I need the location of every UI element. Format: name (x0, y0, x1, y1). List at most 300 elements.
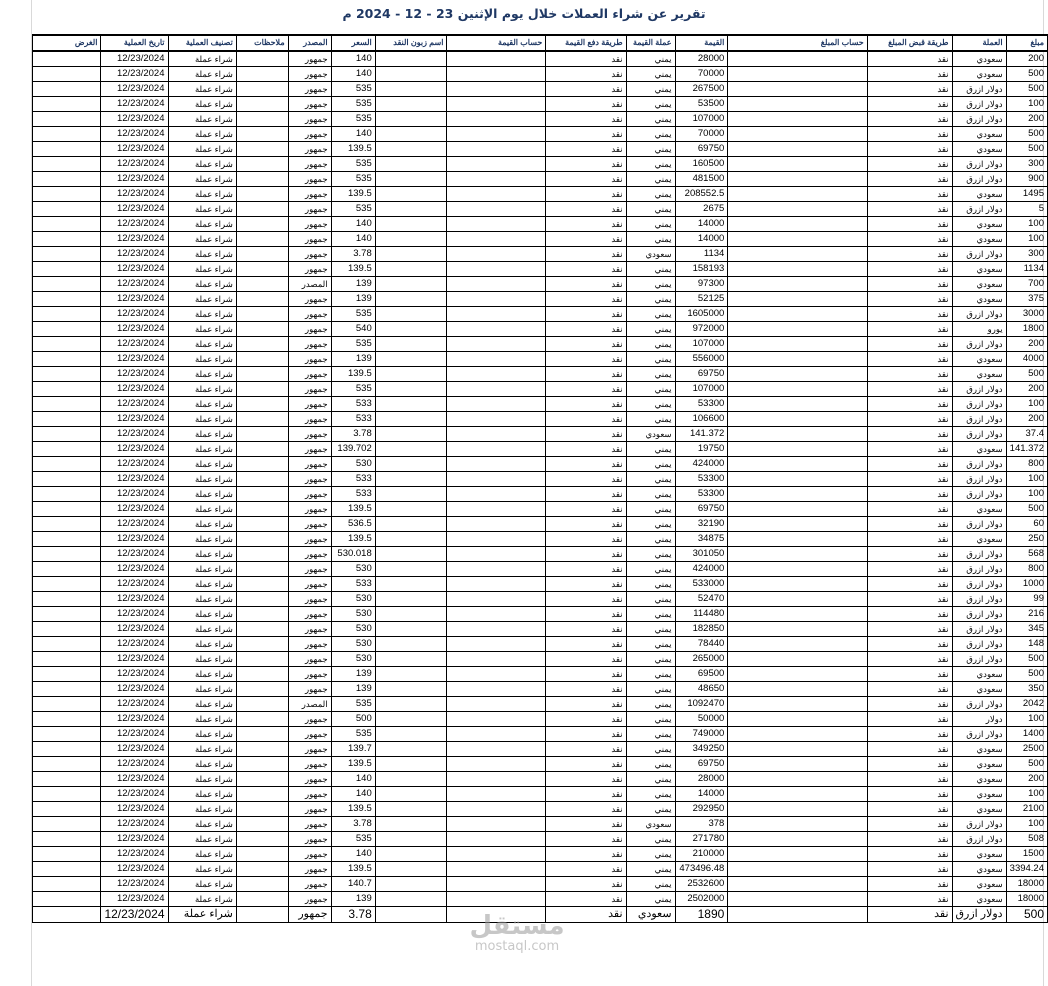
cell-purpose[interactable] (33, 382, 101, 397)
cell-rate[interactable]: 139.5 (331, 142, 375, 157)
cell-customer[interactable] (375, 382, 447, 397)
cell-amount-method[interactable]: نقد (867, 127, 952, 142)
cell-category[interactable]: شراء عملة (168, 757, 236, 772)
cell-customer[interactable] (375, 472, 447, 487)
cell-rate[interactable]: 535 (331, 382, 375, 397)
cell-currency[interactable]: دولار ازرق (952, 562, 1006, 577)
cell-value-payment[interactable]: نقد (546, 337, 626, 352)
cell-amount[interactable]: 100 (1006, 397, 1047, 412)
cell-amount-account[interactable] (728, 67, 867, 82)
cell-purpose[interactable] (33, 172, 101, 187)
cell-amount[interactable]: 1495 (1006, 187, 1047, 202)
cell-amount-method[interactable]: نقد (867, 832, 952, 847)
cell-amount[interactable]: 568 (1006, 547, 1047, 562)
cell-value[interactable]: 52470 (675, 592, 728, 607)
cell-value-payment[interactable]: نقد (546, 127, 626, 142)
cell-value-payment[interactable]: نقد (546, 457, 626, 472)
cell-amount-account[interactable] (728, 172, 867, 187)
cell-rate[interactable]: 140 (331, 51, 375, 67)
cell-value[interactable]: 70000 (675, 127, 728, 142)
cell-customer[interactable] (375, 832, 447, 847)
cell-notes[interactable] (236, 862, 288, 877)
cell-value-currency[interactable]: يمني (626, 157, 675, 172)
cell-customer[interactable] (375, 217, 447, 232)
cell-notes[interactable] (236, 727, 288, 742)
cell-date[interactable]: 12/23/2024 (101, 397, 168, 412)
cell-category[interactable]: شراء عملة (168, 292, 236, 307)
cell-currency[interactable]: سعودي (952, 367, 1006, 382)
cell-rate[interactable]: 533 (331, 397, 375, 412)
cell-value-currency[interactable]: يمني (626, 322, 675, 337)
cell-source[interactable]: جمهور (288, 712, 331, 727)
cell-value-account[interactable] (447, 652, 546, 667)
cell-value-payment[interactable]: نقد (546, 877, 626, 892)
cell-value-account[interactable] (447, 667, 546, 682)
cell-value-payment[interactable]: نقد (546, 562, 626, 577)
cell-category[interactable]: شراء عملة (168, 652, 236, 667)
cell-currency[interactable]: سعودي (952, 277, 1006, 292)
cell-rate[interactable]: 140 (331, 787, 375, 802)
cell-notes[interactable] (236, 457, 288, 472)
header-customer[interactable]: اسم زبون النقد (375, 35, 447, 51)
cell-date[interactable]: 12/23/2024 (101, 307, 168, 322)
cell-amount-account[interactable] (728, 487, 867, 502)
cell-source[interactable]: جمهور (288, 832, 331, 847)
cell-value-currency[interactable]: يمني (626, 82, 675, 97)
cell-notes[interactable] (236, 187, 288, 202)
cell-notes[interactable] (236, 892, 288, 907)
cell-notes[interactable] (236, 847, 288, 862)
cell-value-currency[interactable]: يمني (626, 412, 675, 427)
cell-date[interactable]: 12/23/2024 (101, 367, 168, 382)
cell-currency[interactable]: سعودي (952, 442, 1006, 457)
cell-date[interactable]: 12/23/2024 (101, 382, 168, 397)
cell-rate[interactable]: 139.5 (331, 187, 375, 202)
cell-purpose[interactable] (33, 772, 101, 787)
cell-amount[interactable]: 100 (1006, 787, 1047, 802)
cell-source[interactable]: جمهور (288, 262, 331, 277)
cell-value-account[interactable] (447, 832, 546, 847)
cell-value-account[interactable] (447, 907, 546, 923)
cell-amount-method[interactable]: نقد (867, 682, 952, 697)
cell-value[interactable]: 78440 (675, 637, 728, 652)
cell-date[interactable]: 12/23/2024 (101, 352, 168, 367)
cell-amount-method[interactable]: نقد (867, 457, 952, 472)
cell-value-account[interactable] (447, 277, 546, 292)
cell-amount-account[interactable] (728, 502, 867, 517)
cell-customer[interactable] (375, 652, 447, 667)
header-notes[interactable]: ملاحظات (236, 35, 288, 51)
cell-value-account[interactable] (447, 112, 546, 127)
cell-value-currency[interactable]: يمني (626, 232, 675, 247)
cell-rate[interactable]: 140.7 (331, 877, 375, 892)
cell-date[interactable]: 12/23/2024 (101, 682, 168, 697)
cell-source[interactable]: جمهور (288, 532, 331, 547)
cell-source[interactable]: جمهور (288, 637, 331, 652)
cell-purpose[interactable] (33, 787, 101, 802)
cell-customer[interactable] (375, 427, 447, 442)
cell-value-account[interactable] (447, 82, 546, 97)
cell-currency[interactable]: دولار ازرق (952, 82, 1006, 97)
cell-amount[interactable]: 2042 (1006, 697, 1047, 712)
cell-value-account[interactable] (447, 457, 546, 472)
cell-currency[interactable]: دولار ازرق (952, 517, 1006, 532)
cell-customer[interactable] (375, 592, 447, 607)
cell-customer[interactable] (375, 892, 447, 907)
cell-amount-method[interactable]: نقد (867, 337, 952, 352)
cell-date[interactable]: 12/23/2024 (101, 172, 168, 187)
cell-notes[interactable] (236, 532, 288, 547)
cell-date[interactable]: 12/23/2024 (101, 607, 168, 622)
cell-amount-method[interactable]: نقد (867, 472, 952, 487)
cell-amount-account[interactable] (728, 802, 867, 817)
cell-value-currency[interactable]: يمني (626, 352, 675, 367)
cell-value-account[interactable] (447, 487, 546, 502)
cell-category[interactable]: شراء عملة (168, 202, 236, 217)
cell-rate[interactable]: 139.5 (331, 862, 375, 877)
cell-notes[interactable] (236, 217, 288, 232)
cell-rate[interactable]: 139 (331, 667, 375, 682)
cell-source[interactable]: جمهور (288, 292, 331, 307)
cell-amount-method[interactable]: نقد (867, 757, 952, 772)
cell-currency[interactable]: سعودي (952, 352, 1006, 367)
cell-amount[interactable]: 3000 (1006, 307, 1047, 322)
cell-amount[interactable]: 300 (1006, 247, 1047, 262)
cell-source[interactable]: جمهور (288, 217, 331, 232)
cell-amount-account[interactable] (728, 727, 867, 742)
cell-notes[interactable] (236, 592, 288, 607)
cell-source[interactable]: جمهور (288, 757, 331, 772)
cell-currency[interactable]: سعودي (952, 51, 1006, 67)
cell-category[interactable]: شراء عملة (168, 697, 236, 712)
cell-value-payment[interactable]: نقد (546, 292, 626, 307)
cell-category[interactable]: شراء عملة (168, 892, 236, 907)
cell-amount-account[interactable] (728, 832, 867, 847)
header-category[interactable]: تصنيف العملية (168, 35, 236, 51)
cell-source[interactable]: جمهور (288, 457, 331, 472)
cell-value-account[interactable] (447, 742, 546, 757)
cell-value-currency[interactable]: سعودي (626, 427, 675, 442)
cell-rate[interactable]: 535 (331, 337, 375, 352)
cell-notes[interactable] (236, 112, 288, 127)
cell-rate[interactable]: 540 (331, 322, 375, 337)
cell-purpose[interactable] (33, 622, 101, 637)
cell-value[interactable]: 424000 (675, 562, 728, 577)
cell-source[interactable]: جمهور (288, 232, 331, 247)
cell-category[interactable]: شراء عملة (168, 427, 236, 442)
cell-value[interactable]: 69750 (675, 367, 728, 382)
cell-value-currency[interactable]: يمني (626, 292, 675, 307)
cell-purpose[interactable] (33, 262, 101, 277)
cell-value-payment[interactable]: نقد (546, 412, 626, 427)
cell-amount[interactable]: 800 (1006, 457, 1047, 472)
cell-notes[interactable] (236, 97, 288, 112)
cell-value[interactable]: 2675 (675, 202, 728, 217)
cell-rate[interactable]: 535 (331, 97, 375, 112)
cell-value[interactable]: 271780 (675, 832, 728, 847)
cell-value-currency[interactable]: يمني (626, 787, 675, 802)
cell-date[interactable]: 12/23/2024 (101, 712, 168, 727)
cell-purpose[interactable] (33, 412, 101, 427)
cell-value-payment[interactable]: نقد (546, 622, 626, 637)
cell-value-currency[interactable]: يمني (626, 502, 675, 517)
cell-currency[interactable]: سعودي (952, 847, 1006, 862)
header-value-account[interactable]: حساب القيمة (447, 35, 546, 51)
cell-value-account[interactable] (447, 577, 546, 592)
cell-source[interactable]: جمهور (288, 577, 331, 592)
cell-amount-method[interactable]: نقد (867, 397, 952, 412)
cell-value-account[interactable] (447, 862, 546, 877)
cell-source[interactable]: جمهور (288, 51, 331, 67)
cell-value-account[interactable] (447, 472, 546, 487)
cell-customer[interactable] (375, 142, 447, 157)
cell-amount[interactable]: 500 (1006, 667, 1047, 682)
cell-currency[interactable]: دولار ازرق (952, 637, 1006, 652)
cell-value-currency[interactable]: يمني (626, 97, 675, 112)
cell-rate[interactable]: 140 (331, 847, 375, 862)
cell-date[interactable]: 12/23/2024 (101, 487, 168, 502)
cell-value[interactable]: 28000 (675, 51, 728, 67)
cell-value[interactable]: 107000 (675, 382, 728, 397)
cell-customer[interactable] (375, 757, 447, 772)
cell-rate[interactable]: 530 (331, 652, 375, 667)
cell-rate[interactable]: 530 (331, 562, 375, 577)
cell-amount-method[interactable]: نقد (867, 862, 952, 877)
cell-notes[interactable] (236, 817, 288, 832)
cell-amount-account[interactable] (728, 307, 867, 322)
cell-amount-account[interactable] (728, 877, 867, 892)
cell-rate[interactable]: 139 (331, 277, 375, 292)
cell-value-account[interactable] (447, 712, 546, 727)
cell-amount[interactable]: 500 (1006, 127, 1047, 142)
cell-date[interactable]: 12/23/2024 (101, 517, 168, 532)
cell-purpose[interactable] (33, 832, 101, 847)
cell-date[interactable]: 12/23/2024 (101, 277, 168, 292)
cell-category[interactable]: شراء عملة (168, 382, 236, 397)
cell-customer[interactable] (375, 442, 447, 457)
cell-source[interactable]: جمهور (288, 412, 331, 427)
cell-amount[interactable]: 250 (1006, 532, 1047, 547)
cell-amount-account[interactable] (728, 472, 867, 487)
cell-notes[interactable] (236, 907, 288, 923)
cell-amount-method[interactable]: نقد (867, 487, 952, 502)
cell-value-currency[interactable]: يمني (626, 262, 675, 277)
cell-category[interactable]: شراء عملة (168, 832, 236, 847)
cell-rate[interactable]: 3.78 (331, 247, 375, 262)
cell-value-currency[interactable]: يمني (626, 637, 675, 652)
cell-value-payment[interactable]: نقد (546, 277, 626, 292)
cell-currency[interactable]: دولار ازرق (952, 487, 1006, 502)
cell-currency[interactable]: دولار ازرق (952, 247, 1006, 262)
cell-currency[interactable]: دولار ازرق (952, 577, 1006, 592)
cell-value[interactable]: 378 (675, 817, 728, 832)
cell-amount[interactable]: 100 (1006, 472, 1047, 487)
cell-currency[interactable]: سعودي (952, 862, 1006, 877)
cell-source[interactable]: جمهور (288, 97, 331, 112)
cell-value-currency[interactable]: يمني (626, 892, 675, 907)
cell-value-currency[interactable]: يمني (626, 757, 675, 772)
cell-purpose[interactable] (33, 817, 101, 832)
cell-amount-method[interactable]: نقد (867, 787, 952, 802)
cell-value[interactable]: 1092470 (675, 697, 728, 712)
cell-value-payment[interactable]: نقد (546, 607, 626, 622)
cell-customer[interactable] (375, 247, 447, 262)
cell-source[interactable]: جمهور (288, 382, 331, 397)
cell-amount-account[interactable] (728, 787, 867, 802)
cell-amount-account[interactable] (728, 337, 867, 352)
cell-notes[interactable] (236, 427, 288, 442)
cell-purpose[interactable] (33, 517, 101, 532)
cell-category[interactable]: شراء عملة (168, 352, 236, 367)
cell-value-payment[interactable]: نقد (546, 742, 626, 757)
cell-amount-method[interactable]: نقد (867, 892, 952, 907)
cell-purpose[interactable] (33, 592, 101, 607)
cell-purpose[interactable] (33, 457, 101, 472)
cell-customer[interactable] (375, 772, 447, 787)
cell-customer[interactable] (375, 877, 447, 892)
cell-amount-account[interactable] (728, 427, 867, 442)
cell-currency[interactable]: دولار ازرق (952, 97, 1006, 112)
cell-date[interactable]: 12/23/2024 (101, 67, 168, 82)
cell-amount[interactable]: 141.372 (1006, 442, 1047, 457)
cell-customer[interactable] (375, 157, 447, 172)
cell-value-payment[interactable]: نقد (546, 712, 626, 727)
cell-value-currency[interactable]: يمني (626, 307, 675, 322)
cell-value-payment[interactable]: نقد (546, 232, 626, 247)
cell-value[interactable]: 106600 (675, 412, 728, 427)
cell-purpose[interactable] (33, 352, 101, 367)
cell-amount-method[interactable]: نقد (867, 292, 952, 307)
cell-date[interactable]: 12/23/2024 (101, 847, 168, 862)
cell-source[interactable]: جمهور (288, 67, 331, 82)
cell-purpose[interactable] (33, 547, 101, 562)
cell-date[interactable]: 12/23/2024 (101, 547, 168, 562)
cell-notes[interactable] (236, 247, 288, 262)
cell-amount[interactable]: 99 (1006, 592, 1047, 607)
cell-value-payment[interactable]: نقد (546, 97, 626, 112)
cell-date[interactable]: 12/23/2024 (101, 292, 168, 307)
cell-amount[interactable]: 3394.24 (1006, 862, 1047, 877)
cell-purpose[interactable] (33, 907, 101, 923)
cell-value-account[interactable] (447, 97, 546, 112)
cell-category[interactable]: شراء عملة (168, 232, 236, 247)
cell-value-currency[interactable]: يمني (626, 712, 675, 727)
cell-customer[interactable] (375, 697, 447, 712)
cell-date[interactable]: 12/23/2024 (101, 757, 168, 772)
cell-customer[interactable] (375, 547, 447, 562)
cell-notes[interactable] (236, 487, 288, 502)
cell-value-payment[interactable]: نقد (546, 262, 626, 277)
cell-category[interactable]: شراء عملة (168, 307, 236, 322)
cell-value[interactable]: 50000 (675, 712, 728, 727)
cell-value-payment[interactable]: نقد (546, 247, 626, 262)
cell-customer[interactable] (375, 577, 447, 592)
cell-source[interactable]: جمهور (288, 187, 331, 202)
cell-customer[interactable] (375, 622, 447, 637)
cell-notes[interactable] (236, 157, 288, 172)
cell-customer[interactable] (375, 712, 447, 727)
cell-purpose[interactable] (33, 472, 101, 487)
header-date[interactable]: تاريخ العملية (101, 35, 168, 51)
cell-rate[interactable]: 140 (331, 127, 375, 142)
cell-value-payment[interactable]: نقد (546, 532, 626, 547)
cell-date[interactable]: 12/23/2024 (101, 457, 168, 472)
cell-source[interactable]: جمهور (288, 787, 331, 802)
cell-rate[interactable]: 530 (331, 607, 375, 622)
cell-value-payment[interactable]: نقد (546, 502, 626, 517)
cell-value-currency[interactable]: يمني (626, 742, 675, 757)
cell-value-currency[interactable]: يمني (626, 517, 675, 532)
cell-amount-account[interactable] (728, 892, 867, 907)
cell-value-currency[interactable]: يمني (626, 472, 675, 487)
cell-source[interactable]: جمهور (288, 157, 331, 172)
cell-notes[interactable] (236, 562, 288, 577)
cell-amount-account[interactable] (728, 712, 867, 727)
cell-value-currency[interactable]: سعودي (626, 247, 675, 262)
cell-value[interactable]: 1605000 (675, 307, 728, 322)
cell-amount-method[interactable]: نقد (867, 802, 952, 817)
cell-source[interactable]: جمهور (288, 682, 331, 697)
cell-category[interactable]: شراء عملة (168, 97, 236, 112)
cell-notes[interactable] (236, 307, 288, 322)
header-value-payment[interactable]: طريقة دفع القيمة (546, 35, 626, 51)
cell-amount-method[interactable]: نقد (867, 382, 952, 397)
cell-value[interactable]: 556000 (675, 352, 728, 367)
cell-category[interactable]: شراء عملة (168, 51, 236, 67)
cell-category[interactable]: شراء عملة (168, 262, 236, 277)
cell-value[interactable]: 265000 (675, 652, 728, 667)
cell-currency[interactable]: سعودي (952, 877, 1006, 892)
cell-value-payment[interactable]: نقد (546, 847, 626, 862)
cell-value[interactable]: 533000 (675, 577, 728, 592)
cell-customer[interactable] (375, 112, 447, 127)
cell-amount[interactable]: 500 (1006, 652, 1047, 667)
cell-source[interactable]: جمهور (288, 652, 331, 667)
cell-currency[interactable]: سعودي (952, 187, 1006, 202)
cell-value-payment[interactable]: نقد (546, 907, 626, 923)
cell-source[interactable]: جمهور (288, 247, 331, 262)
cell-source[interactable]: جمهور (288, 172, 331, 187)
cell-currency[interactable]: دولار ازرق (952, 607, 1006, 622)
cell-value-payment[interactable]: نقد (546, 697, 626, 712)
cell-customer[interactable] (375, 67, 447, 82)
cell-currency[interactable]: دولار ازرق (952, 397, 1006, 412)
cell-amount[interactable]: 100 (1006, 217, 1047, 232)
cell-currency[interactable]: سعودي (952, 772, 1006, 787)
cell-value[interactable]: 48650 (675, 682, 728, 697)
header-amount[interactable]: مبلغ (1006, 35, 1047, 51)
cell-rate[interactable]: 500 (331, 712, 375, 727)
cell-amount-method[interactable]: نقد (867, 742, 952, 757)
cell-amount-account[interactable] (728, 697, 867, 712)
cell-amount-account[interactable] (728, 397, 867, 412)
cell-value-account[interactable] (447, 412, 546, 427)
cell-value-currency[interactable]: يمني (626, 862, 675, 877)
cell-value-payment[interactable]: نقد (546, 322, 626, 337)
cell-rate[interactable]: 536.5 (331, 517, 375, 532)
cell-value-account[interactable] (447, 562, 546, 577)
cell-source[interactable]: جمهور (288, 202, 331, 217)
cell-amount-method[interactable]: نقد (867, 367, 952, 382)
cell-value[interactable]: 70000 (675, 67, 728, 82)
cell-amount-account[interactable] (728, 682, 867, 697)
cell-value-currency[interactable]: يمني (626, 697, 675, 712)
cell-amount-account[interactable] (728, 322, 867, 337)
cell-amount-method[interactable]: نقد (867, 817, 952, 832)
cell-purpose[interactable] (33, 862, 101, 877)
cell-date[interactable]: 12/23/2024 (101, 412, 168, 427)
cell-purpose[interactable] (33, 157, 101, 172)
